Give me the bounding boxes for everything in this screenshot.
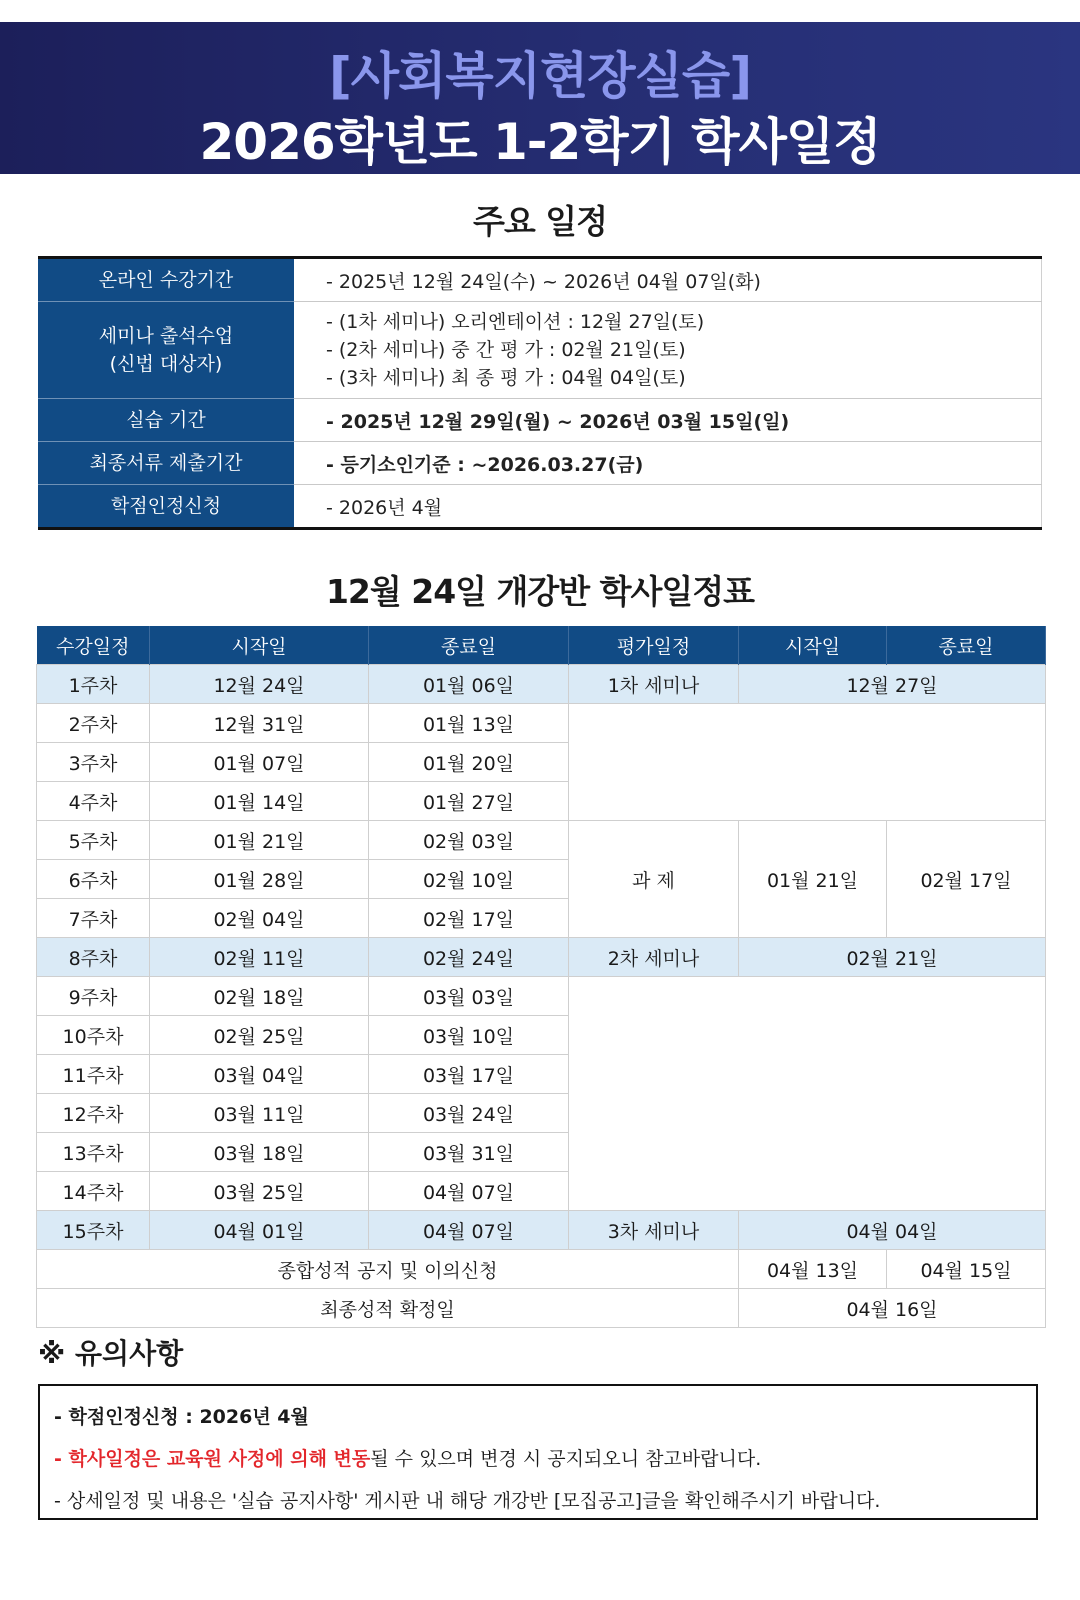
key-row-value [294, 302, 1042, 399]
column-header: 수강일정 [37, 626, 150, 665]
page-header [0, 22, 1080, 174]
start-date-cell: 12월 31일 [150, 704, 369, 743]
end-date-cell: 02월 03일 [369, 821, 569, 860]
final-grade-date: 04월 16일 [739, 1289, 1046, 1328]
grade-notice-start: 04월 13일 [739, 1250, 887, 1289]
start-date-cell: 04월 01일 [150, 1211, 369, 1250]
start-date-cell: 03월 25일 [150, 1172, 369, 1211]
start-date-cell: 02월 04일 [150, 899, 369, 938]
week-cell: 11주차 [37, 1055, 150, 1094]
start-date-cell: 01월 14일 [150, 782, 369, 821]
column-header: 종료일 [369, 626, 569, 665]
evaluation-end-cell: 02월 17일 [887, 821, 1046, 938]
seminar-line: - (1차 세미나) 오리엔테이션 : 12월 27일(토) [326, 311, 705, 333]
week-cell: 5주차 [37, 821, 150, 860]
table-row [37, 977, 1046, 1016]
column-header: 종료일 [887, 626, 1046, 665]
key-row-label [38, 302, 294, 399]
key-row [38, 302, 1042, 399]
weekly-schedule-table [36, 626, 1046, 1328]
week-cell: 14주차 [37, 1172, 150, 1211]
table-row [37, 1250, 1046, 1289]
key-row-label: 온라인 수강기간 [38, 258, 294, 302]
week-cell: 15주차 [37, 1211, 150, 1250]
week-cell: 8주차 [37, 938, 150, 977]
key-row-label: 학점인정신청 [38, 485, 294, 529]
end-date-cell: 01월 20일 [369, 743, 569, 782]
table-header-row [37, 626, 1046, 665]
week-cell: 10주차 [37, 1016, 150, 1055]
week-cell: 12주차 [37, 1094, 150, 1133]
key-schedule-table [38, 256, 1042, 530]
notes-title: ※ 유의사항 [38, 1337, 184, 1370]
grade-notice-end: 04월 15일 [887, 1250, 1046, 1289]
end-date-cell: 04월 07일 [369, 1211, 569, 1250]
key-row-label-line: 세미나 출석수업 [98, 325, 234, 347]
evaluation-date-cell: 02월 21일 [739, 938, 1046, 977]
week-cell: 2주차 [37, 704, 150, 743]
week-cell: 4주차 [37, 782, 150, 821]
evaluation-date-cell: 04월 04일 [739, 1211, 1046, 1250]
note-line [54, 1438, 1036, 1480]
key-row-value: - 2025년 12월 24일(수) ~ 2026년 04월 07일(화) [294, 258, 1042, 302]
end-date-cell: 03월 03일 [369, 977, 569, 1016]
week-cell: 6주차 [37, 860, 150, 899]
evaluation-cell: 2차 세미나 [569, 938, 739, 977]
end-date-cell: 01월 27일 [369, 782, 569, 821]
evaluation-cell: 3차 세미나 [569, 1211, 739, 1250]
note-line: - 학점인정신청 : 2026년 4월 [54, 1406, 309, 1428]
end-date-cell: 02월 24일 [369, 938, 569, 977]
note-line: - 상세일정 및 내용은 '실습 공지사항' 게시판 내 해당 개강반 [모집공고]글을 확인해주시기 바랍니다. [54, 1490, 881, 1512]
start-date-cell: 01월 21일 [150, 821, 369, 860]
start-date-cell: 01월 28일 [150, 860, 369, 899]
start-date-cell: 02월 18일 [150, 977, 369, 1016]
note-highlight: - 학사일정은 교육원 사정에 의해 변동 [54, 1448, 371, 1470]
grade-notice-label: 종합성적 공지 및 이의신청 [37, 1250, 739, 1289]
key-schedule-title: 주요 일정 [472, 202, 607, 241]
start-date-cell: 03월 04일 [150, 1055, 369, 1094]
evaluation-cell: 과 제 [569, 821, 739, 938]
table-row [37, 1211, 1046, 1250]
column-header: 시작일 [150, 626, 369, 665]
key-row-value: - 등기소인기준 : ~2026.03.27(금) [294, 442, 1042, 485]
end-date-cell: 01월 13일 [369, 704, 569, 743]
note-text: 될 수 있으며 변경 시 공지되오니 참고바랍니다. [370, 1448, 762, 1470]
table-row [37, 1289, 1046, 1328]
week-cell: 1주차 [37, 665, 150, 704]
key-row-label: 최종서류 제출기간 [38, 442, 294, 485]
end-date-cell: 03월 31일 [369, 1133, 569, 1172]
empty-cell [569, 977, 1046, 1211]
start-date-cell: 12월 24일 [150, 665, 369, 704]
week-cell: 13주차 [37, 1133, 150, 1172]
key-row-value: - 2025년 12월 29일(월) ~ 2026년 03월 15일(일) [294, 399, 1042, 442]
start-date-cell: 01월 07일 [150, 743, 369, 782]
key-row [38, 485, 1042, 529]
end-date-cell: 02월 17일 [369, 899, 569, 938]
seminar-line: - (3차 세미나) 최 종 평 가 : 04월 04일(토) [326, 367, 686, 389]
week-cell: 9주차 [37, 977, 150, 1016]
end-date-cell: 02월 10일 [369, 860, 569, 899]
end-date-cell: 03월 24일 [369, 1094, 569, 1133]
table-row [37, 821, 1046, 860]
header-title-line2: 2026학년도 1-2학기 학사일정 [199, 113, 881, 171]
column-header: 시작일 [739, 626, 887, 665]
table-row [37, 938, 1046, 977]
start-date-cell: 03월 18일 [150, 1133, 369, 1172]
column-header: 평가일정 [569, 626, 739, 665]
table-row [37, 704, 1046, 743]
key-row [38, 442, 1042, 485]
end-date-cell: 04월 07일 [369, 1172, 569, 1211]
key-row-label: 실습 기간 [38, 399, 294, 442]
start-date-cell: 02월 11일 [150, 938, 369, 977]
evaluation-start-cell: 01월 21일 [739, 821, 887, 938]
key-row-label-line: (신법 대상자) [109, 353, 223, 375]
key-row-value: - 2026년 4월 [294, 485, 1042, 529]
week-cell: 3주차 [37, 743, 150, 782]
header-title-line1: [사회복지현장실습] [328, 47, 752, 105]
final-grade-label: 최종성적 확정일 [37, 1289, 739, 1328]
empty-cell [569, 704, 1046, 821]
evaluation-date-cell: 12월 27일 [739, 665, 1046, 704]
weekly-schedule-title: 12월 24일 개강반 학사일정표 [325, 572, 755, 611]
key-row [38, 399, 1042, 442]
notes-box [38, 1384, 1038, 1520]
week-cell: 7주차 [37, 899, 150, 938]
end-date-cell: 03월 17일 [369, 1055, 569, 1094]
table-row [37, 665, 1046, 704]
seminar-line: - (2차 세미나) 중 간 평 가 : 02월 21일(토) [326, 339, 686, 361]
end-date-cell: 01월 06일 [369, 665, 569, 704]
evaluation-cell: 1차 세미나 [569, 665, 739, 704]
start-date-cell: 03월 11일 [150, 1094, 369, 1133]
key-row [38, 258, 1042, 302]
start-date-cell: 02월 25일 [150, 1016, 369, 1055]
end-date-cell: 03월 10일 [369, 1016, 569, 1055]
